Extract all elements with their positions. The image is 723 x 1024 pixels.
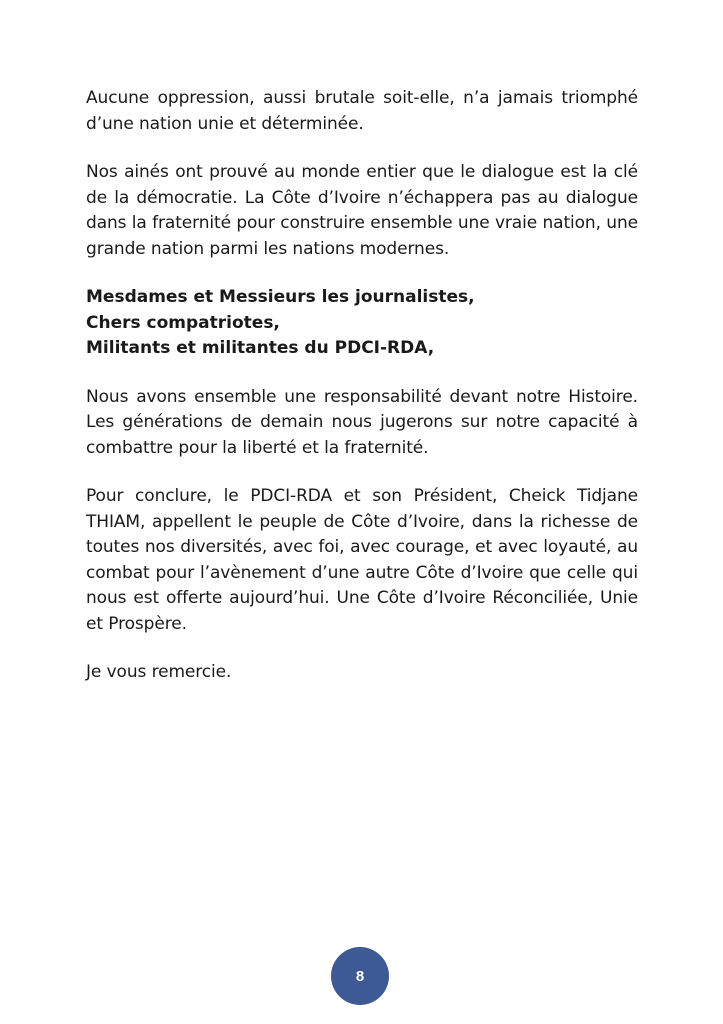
paragraph-conclusion: Pour conclure, le PDCI-RDA et son Président, Cheick Tidjane THIAM, appellent le peuple de Côte d’Ivoire, dans la richesse de toutes nos diversités, avec foi, avec courage, et avec loyauté, au combat pour l’avènement d’une autre Côte d’Ivoire que celle qui nous est offerte aujourd’hui. Une Côte d’Ivoire Réconciliée, Unie et Prospère.: [86, 486, 638, 634]
salutation-compatriots: Chers compatriotes,: [86, 312, 280, 333]
paragraph-responsibility: Nous avons ensemble une responsabilité devant notre Histoire. Les générations de demain nous jugerons sur notre capacité à combattre pour la liberté et la fraternité.: [86, 386, 638, 458]
paragraph-oppression: Aucune oppression, aussi brutale soit-elle, n’a jamais triomphé d’une nation unie et déterminée.: [86, 88, 638, 134]
salutation-block: [86, 285, 638, 362]
page-number-badge: [331, 947, 389, 1005]
paragraph-dialogue: Nos ainés ont prouvé au monde entier que le dialogue est la clé de la démocratie. La Côte d’Ivoire n’échappera pas au dialogue dans la fraternité pour construire ensemble une vraie nation, une grande nation parmi les nations modernes.: [86, 162, 638, 259]
salutation-journalists: Mesdames et Messieurs les journalistes,: [86, 287, 475, 307]
sign-off: Je vous remercie.: [86, 662, 232, 682]
document-body: [86, 86, 638, 709]
salutation-militants: Militants et militantes du PDCI-RDA,: [86, 338, 435, 358]
page-number: 8: [355, 967, 365, 985]
